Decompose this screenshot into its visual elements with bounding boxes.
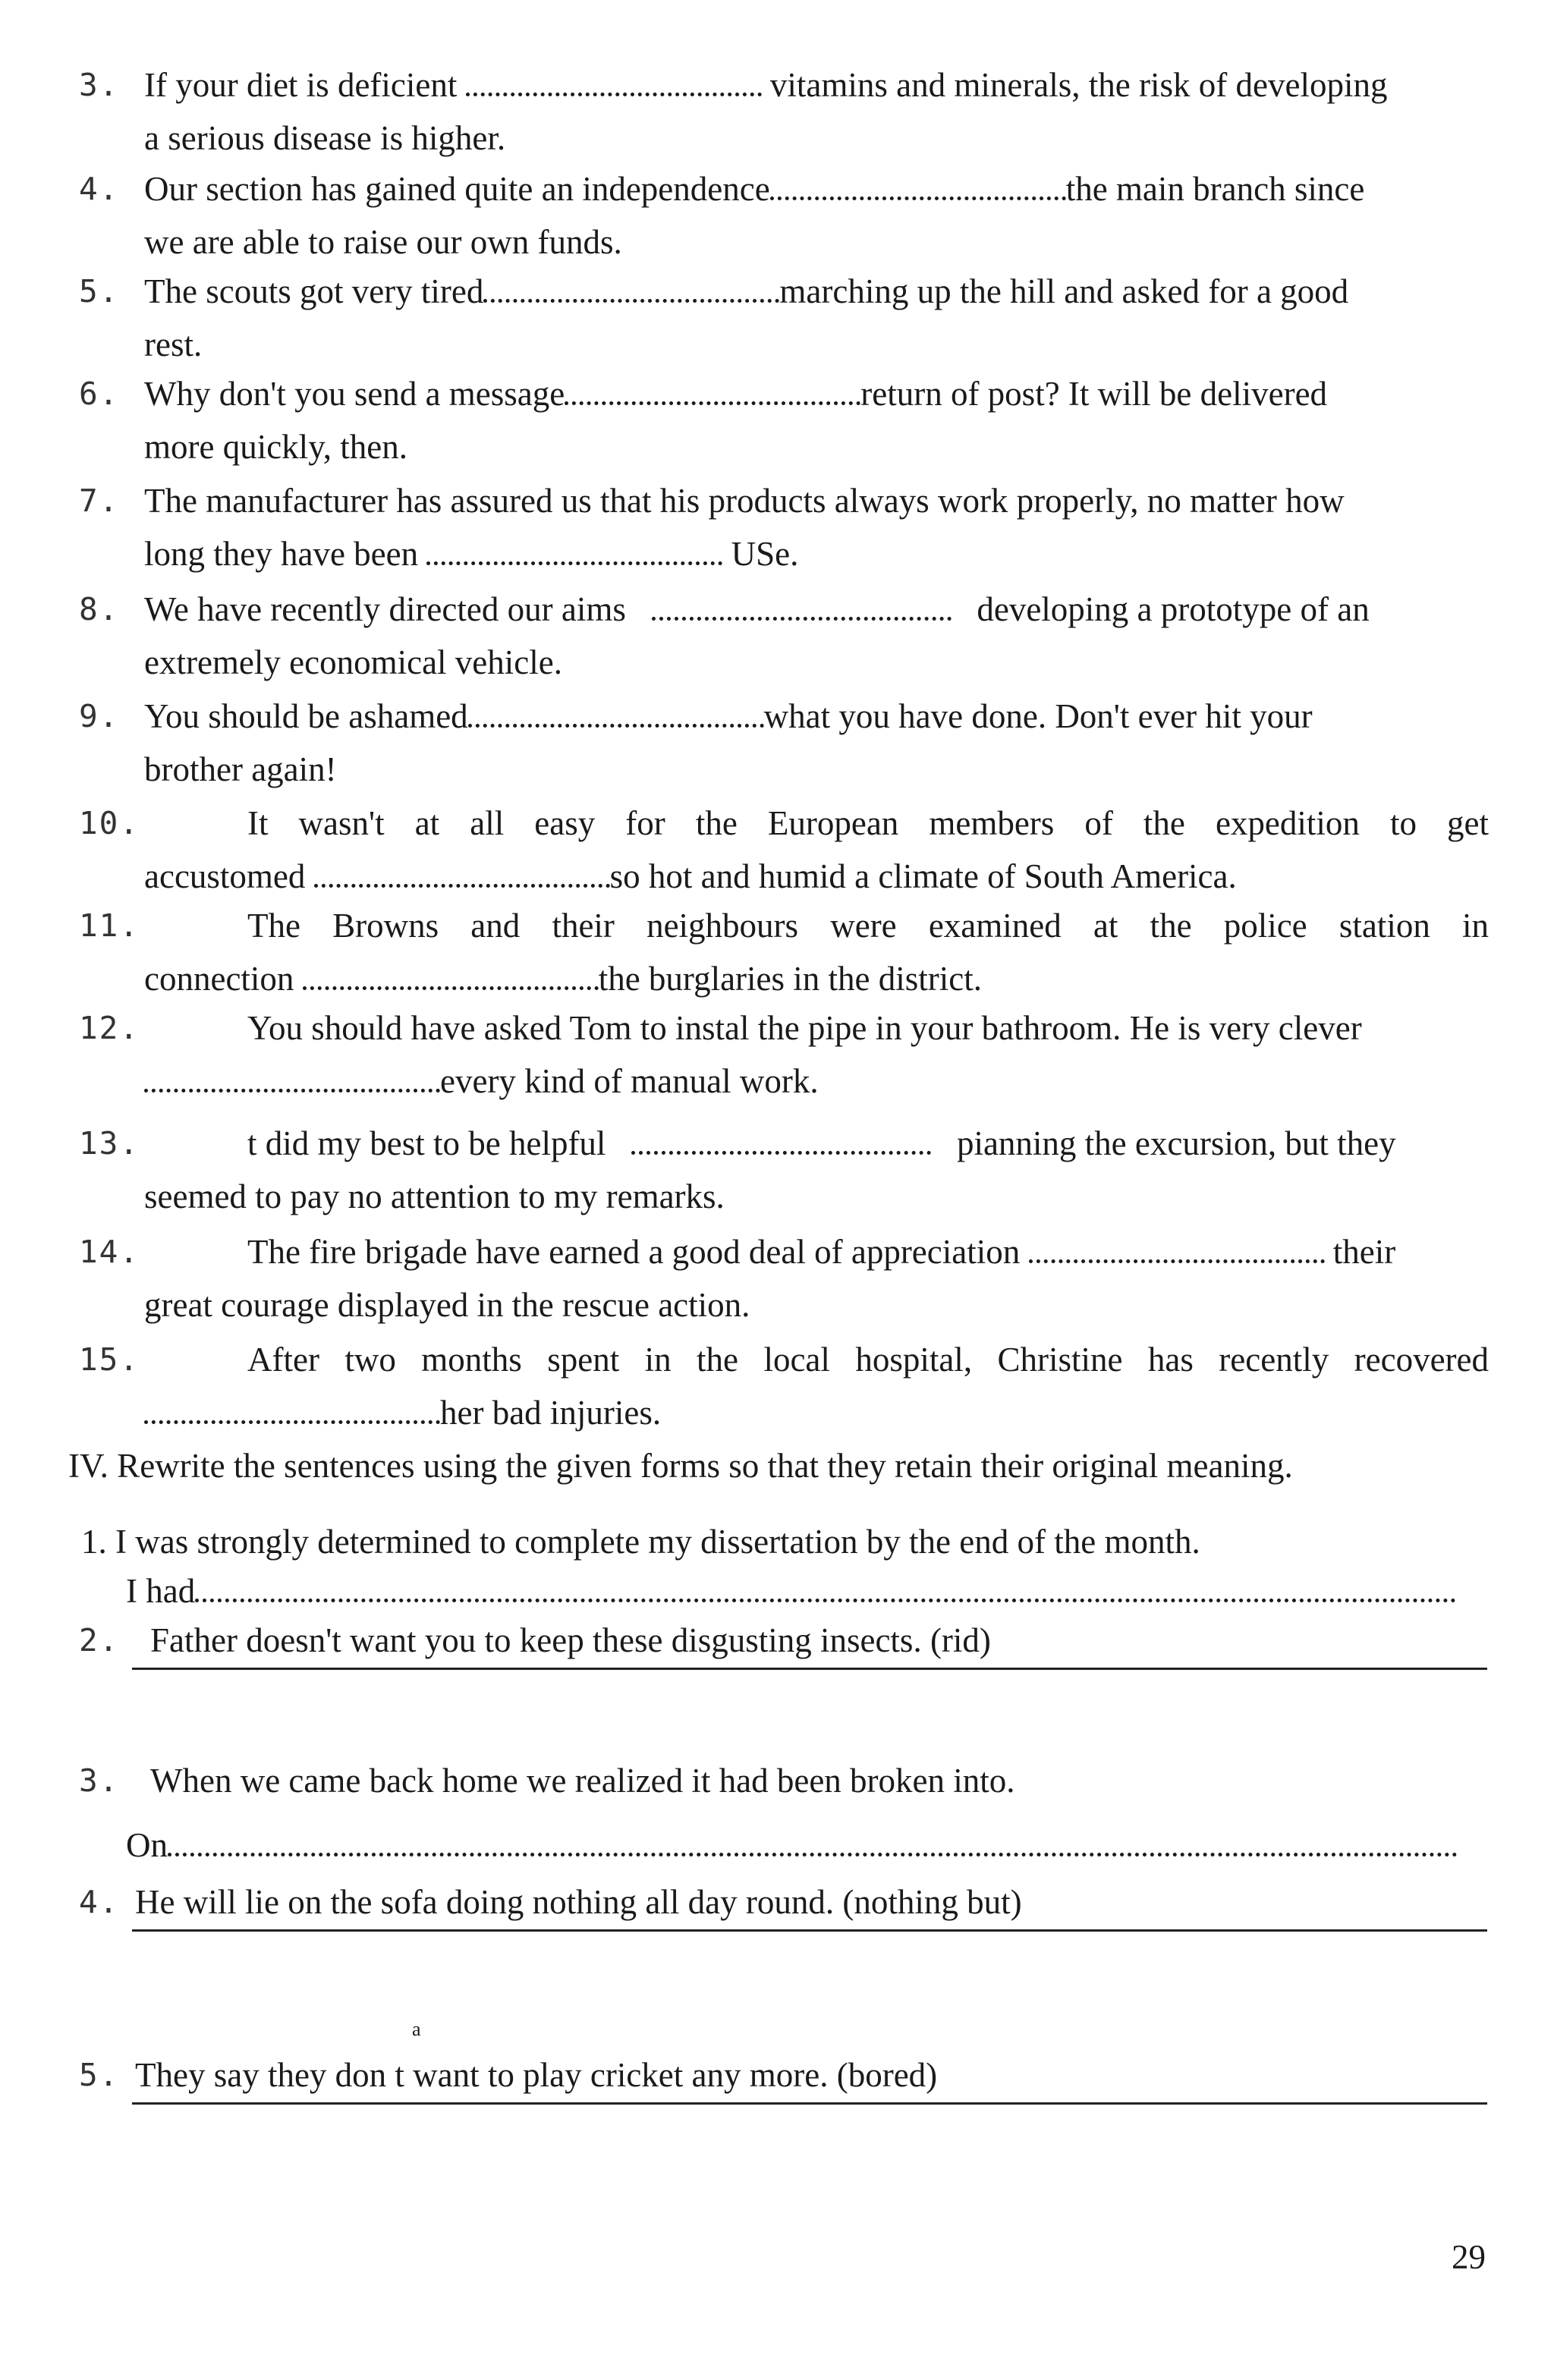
item-number: 11. bbox=[79, 907, 140, 944]
answer-line[interactable] bbox=[132, 1668, 1487, 1670]
item-number: 5. bbox=[79, 273, 120, 310]
answer-blank[interactable] bbox=[314, 867, 610, 888]
item-line: more quickly, then. bbox=[144, 428, 407, 466]
rewrite-answer-line: On bbox=[126, 1819, 1458, 1872]
rewrite-item: When we came back home we realized it had been broken into. bbox=[150, 1762, 1015, 1800]
item-line: The Browns and their neighbours were examined at the police station in bbox=[247, 907, 1489, 945]
item-number: 14. bbox=[79, 1234, 140, 1270]
item-line: we are able to raise our own funds. bbox=[144, 223, 622, 261]
item-line: Our section has gained quite an independence the main branch since bbox=[144, 170, 1365, 208]
item-number: 15. bbox=[79, 1341, 140, 1378]
answer-line[interactable] bbox=[132, 2102, 1487, 2105]
item-line: rest. bbox=[144, 325, 203, 363]
item-line: seemed to pay no attention to my remarks. bbox=[144, 1177, 725, 1215]
item-line: You should be ashamed what you have done. Don't ever hit your bbox=[144, 697, 1313, 735]
answer-blank[interactable] bbox=[144, 1072, 440, 1093]
item-line: connection the burglaries in the district. bbox=[144, 960, 982, 998]
answer-line[interactable] bbox=[132, 1929, 1487, 1932]
answer-blank[interactable] bbox=[168, 1836, 1458, 1857]
rewrite-item: He will lie on the sofa doing nothing all day round. (nothing but) bbox=[135, 1883, 1022, 1921]
answer-blank[interactable] bbox=[466, 76, 762, 96]
answer-blank[interactable] bbox=[652, 600, 952, 621]
item-line: The scouts got very tired marching up the hill and asked for a good bbox=[144, 272, 1349, 310]
item-line: If your diet is deficient vitamins and minerals, the risk of developing bbox=[144, 66, 1388, 104]
answer-blank[interactable] bbox=[483, 282, 779, 303]
item-number: 3. bbox=[79, 67, 120, 103]
item-number: 13. bbox=[79, 1125, 140, 1162]
item-line: a serious disease is higher. bbox=[144, 119, 506, 157]
answer-blank[interactable] bbox=[426, 545, 722, 565]
item-line: We have recently directed our aims developing a prototype of an bbox=[144, 590, 1370, 628]
item-line: Why don't you send a message return of post? It will be delivered bbox=[144, 375, 1328, 413]
item-line: The fire brigade have earned a good deal of appreciation their bbox=[247, 1233, 1396, 1271]
item-number: 6. bbox=[79, 376, 120, 412]
rewrite-item: They say they don t want to play cricket any more. (bored) bbox=[135, 2056, 938, 2094]
rewrite-item: Father doesn't want you to keep these disgusting insects. (rid) bbox=[150, 1621, 991, 1659]
answer-blank[interactable] bbox=[468, 707, 764, 728]
item-line: every kind of manual work. bbox=[144, 1055, 819, 1108]
item-number: 5. bbox=[79, 2057, 120, 2093]
item-number: 4. bbox=[79, 171, 120, 207]
answer-blank[interactable] bbox=[631, 1134, 931, 1155]
item-line: accustomed so hot and humid a climate of South America. bbox=[144, 857, 1237, 895]
answer-blank[interactable] bbox=[770, 180, 1066, 200]
item-number: 3. bbox=[79, 1762, 120, 1799]
item-number: 9. bbox=[79, 698, 120, 734]
item-line: After two months spent in the local hospital, Christine has recently recovered bbox=[247, 1341, 1489, 1379]
page-number: 29 bbox=[1452, 2238, 1486, 2276]
item-number: 8. bbox=[79, 591, 120, 627]
rewrite-item: 1. I was strongly determined to complete my dissertation by the end of the month. bbox=[81, 1523, 1200, 1561]
item-number: 2. bbox=[79, 1622, 120, 1658]
answer-blank[interactable] bbox=[303, 970, 599, 990]
section-heading: IV. Rewrite the sentences using the given forms so that they retain their original meaning. bbox=[68, 1447, 1293, 1485]
rewrite-answer-line: I had bbox=[126, 1564, 1456, 1618]
item-line: t did my best to be helpful pianning the excursion, but they bbox=[247, 1124, 1396, 1162]
item-line: The manufacturer has assured us that his products always work properly, no matter how bbox=[144, 482, 1345, 520]
item-number: 12. bbox=[79, 1010, 140, 1046]
item-line: long they have been USe. bbox=[144, 535, 799, 573]
answer-blank[interactable] bbox=[195, 1582, 1456, 1602]
answer-blank[interactable] bbox=[144, 1404, 440, 1424]
item-line: brother again! bbox=[144, 750, 337, 788]
answer-blank[interactable] bbox=[565, 385, 860, 405]
item-number: 4. bbox=[79, 1884, 120, 1920]
item-line: It wasn't at all easy for the European members of the expedition to get bbox=[247, 804, 1489, 842]
item-line: her bad injuries. bbox=[144, 1386, 661, 1439]
answer-blank[interactable] bbox=[1029, 1243, 1325, 1263]
item-number: 7. bbox=[79, 483, 120, 519]
item-line: extremely economical vehicle. bbox=[144, 643, 562, 681]
item-number: 10. bbox=[79, 805, 140, 841]
item-line: great courage displayed in the rescue action. bbox=[144, 1286, 750, 1324]
stray-mark: a bbox=[412, 2018, 421, 2040]
item-line: You should have asked Tom to instal the pipe in your bathroom. He is very clever bbox=[247, 1009, 1362, 1047]
